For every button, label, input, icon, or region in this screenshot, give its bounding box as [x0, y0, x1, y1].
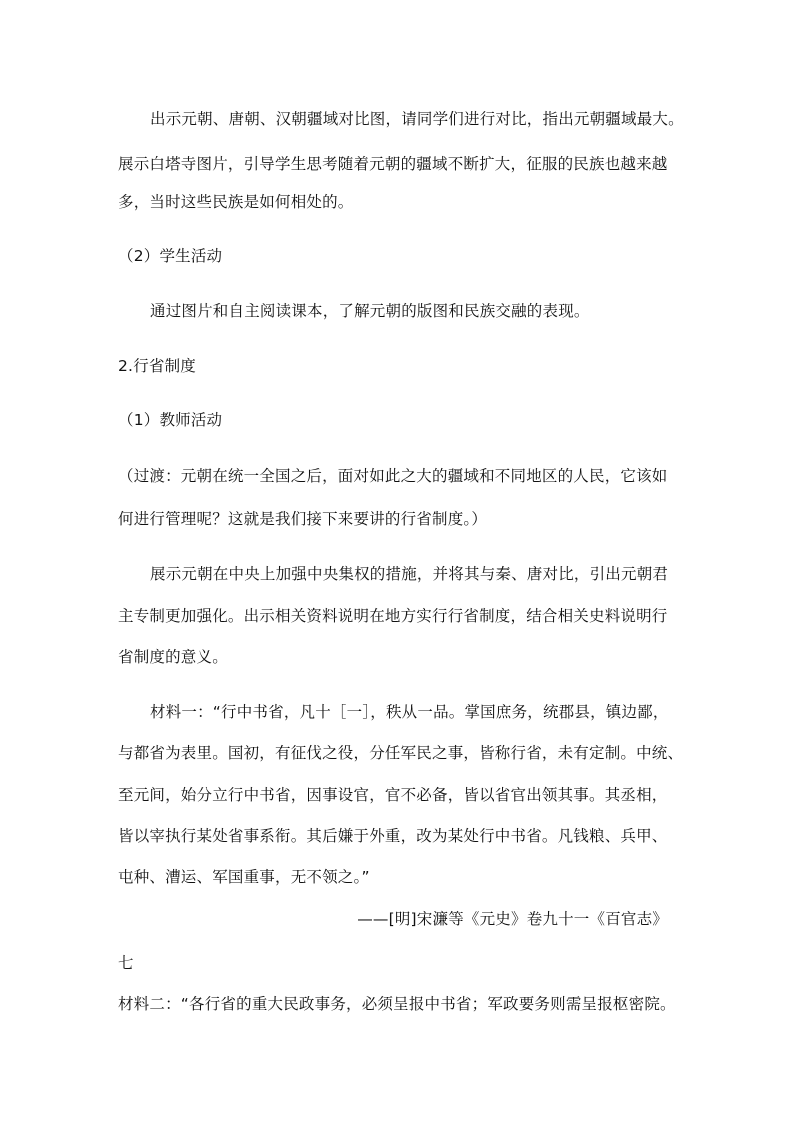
paragraph-line: 出示元朝、唐朝、汉朝疆域对比图，请同学们进行对比，指出元朝疆域最大。	[150, 110, 684, 128]
paragraph-line: 省制度的意义。	[118, 648, 228, 666]
section-heading: 2.行省制度	[118, 357, 196, 375]
subheading: （1）教师活动	[118, 411, 223, 429]
paragraph-line: 多，当时这些民族是如何相处的。	[118, 193, 354, 211]
paragraph-line: 展示元朝在中央上加强中央集权的措施，并将其与秦、唐对比，引出元朝君	[150, 565, 669, 583]
paragraph-line: （过渡：元朝在统一全国之后，面对如此之大的疆域和不同地区的人民，它该如	[118, 467, 668, 485]
subheading: （2）学生活动	[118, 247, 223, 265]
paragraph-line: 主专制更加强化。出示相关资料说明在地方实行行省制度，结合相关史料说明行	[118, 607, 668, 625]
paragraph-line: 展示白塔寺图片，引导学生思考随着元朝的疆域不断扩大，征服的民族也越来越	[118, 155, 668, 173]
citation-line: ——[明]宋濂等《元史》卷九十一《百官志》	[357, 910, 668, 928]
quote-line: 材料一：“行中书省，凡十［一］，秩从一品。掌国庶务，统郡县，镇边鄙，	[150, 703, 669, 721]
quote-line: 与都省为表里。国初，有征伐之役，分任军民之事，皆称行省，未有定制。中统、	[118, 744, 684, 762]
quote-line: 屯种、漕运、军国重事，无不领之。”	[118, 868, 370, 886]
citation-line: 七	[118, 954, 134, 972]
quote-line: 材料二：“各行省的重大民政事务，必须呈报中书省；军政要务则需呈报枢密院。	[118, 995, 676, 1013]
paragraph-line: 何进行管理呢？这就是我们接下来要讲的行省制度。）	[118, 510, 488, 528]
quote-line: 皆以宰执行某处省事系衔。其后嫌于外重，改为某处行中书省。凡钱粮、兵甲、	[118, 827, 668, 845]
quote-line: 至元间，始分立行中书省，因事设官，官不必备，皆以省官出领其事。其丞相，	[118, 786, 668, 804]
paragraph-line: 通过图片和自主阅读课本，了解元朝的版图和民族交融的表现。	[150, 302, 590, 320]
